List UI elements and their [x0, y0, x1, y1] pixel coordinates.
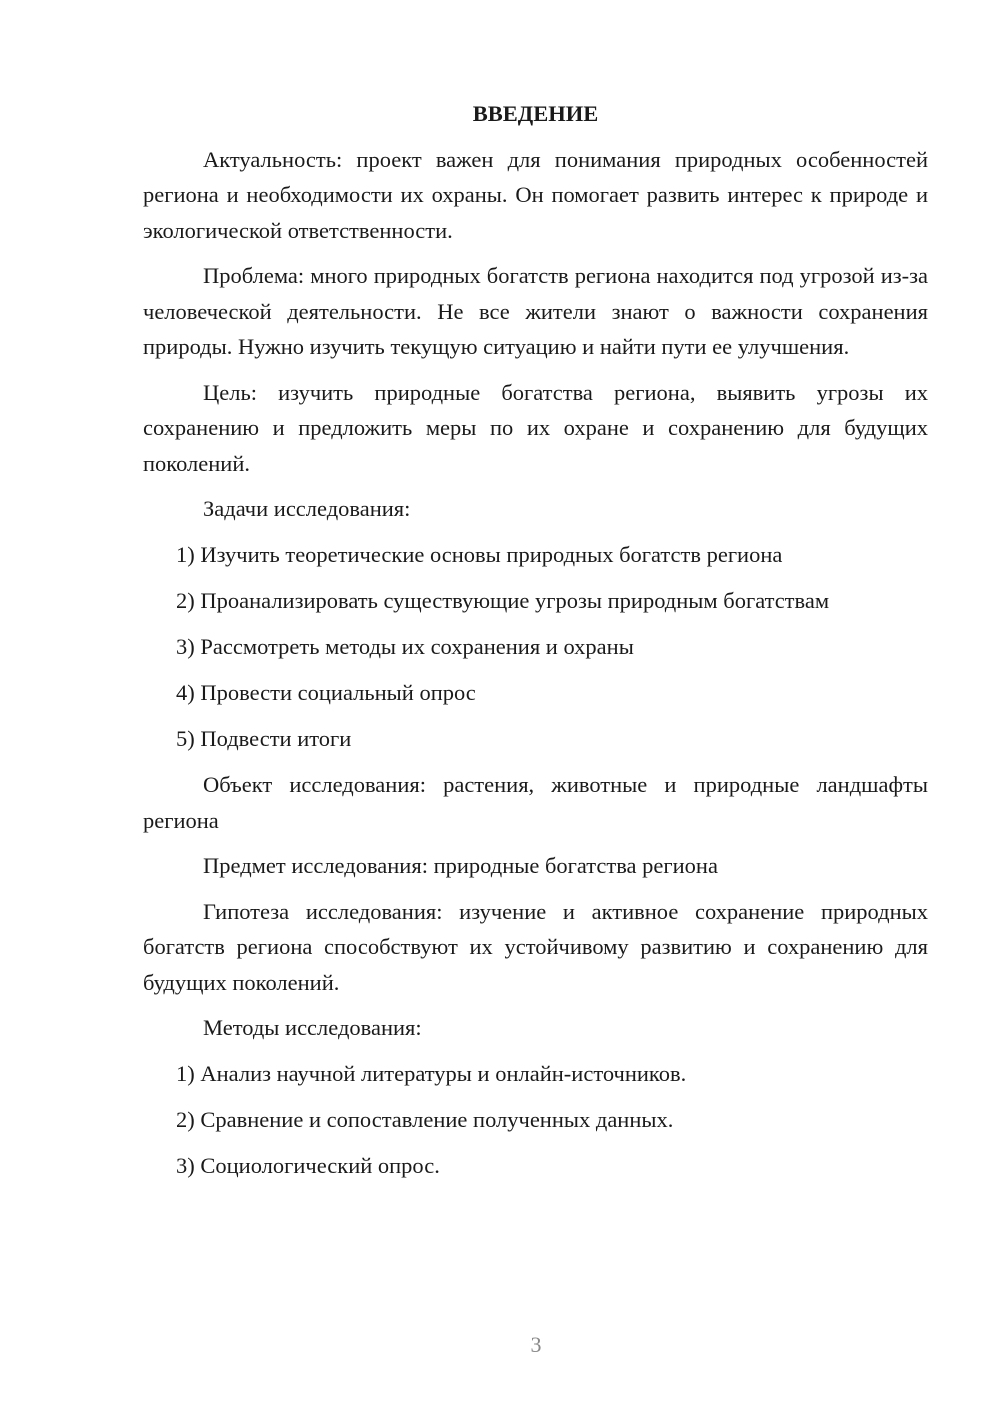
method-item: 3) Социологический опрос. [176, 1153, 440, 1178]
task-item: 3) Рассмотреть методы их сохранения и охраны [176, 634, 634, 659]
subject-paragraph: Предмет исследования: природные богатства региона [203, 853, 718, 878]
page-title: ВВЕДЕНИЕ [472, 101, 599, 126]
page-number: 3 [530, 1332, 542, 1357]
task-item: 4) Провести социальный опрос [176, 680, 476, 705]
task-item: 5) Подвести итоги [176, 726, 352, 751]
methods-label: Методы исследования: [203, 1015, 422, 1040]
hypothesis-paragraph: Гипотеза исследования: изучение и активное сохранение природных богатств региона способствуют их устойчивому развитию и сохранению для будущих поколений. [143, 898, 928, 995]
task-item: 1) Изучить теоретические основы природных богатств региона [176, 542, 783, 567]
method-item: 2) Сравнение и сопоставление полученных данных. [176, 1107, 674, 1132]
goal-paragraph: Цель: изучить природные богатства региона, выявить угрозы их сохранению и предложить меры по их охране и сохранению для будущих поколений. [143, 379, 928, 476]
task-item: 2) Проанализировать существующие угрозы природным богатствам [176, 588, 830, 613]
relevance-paragraph: Актуальность: проект важен для понимания природных особенностей региона и необходимости их охраны. Он помогает развить интерес к природе и экологической ответственности. [143, 146, 928, 243]
object-paragraph: Объект исследования: растения, животные и природные ландшафты региона [143, 772, 928, 833]
problem-paragraph: Проблема: много природных богатств региона находится под угрозой из-за человеческой деятельности. Не все жители знают о важности сохранения природы. Нужно изучить текущую ситуацию и найти пути ее улучшения. [143, 263, 928, 359]
document-body [143, 96, 928, 1194]
tasks-label: Задачи исследования: [203, 496, 411, 521]
method-item: 1) Анализ научной литературы и онлайн-источников. [176, 1061, 687, 1086]
